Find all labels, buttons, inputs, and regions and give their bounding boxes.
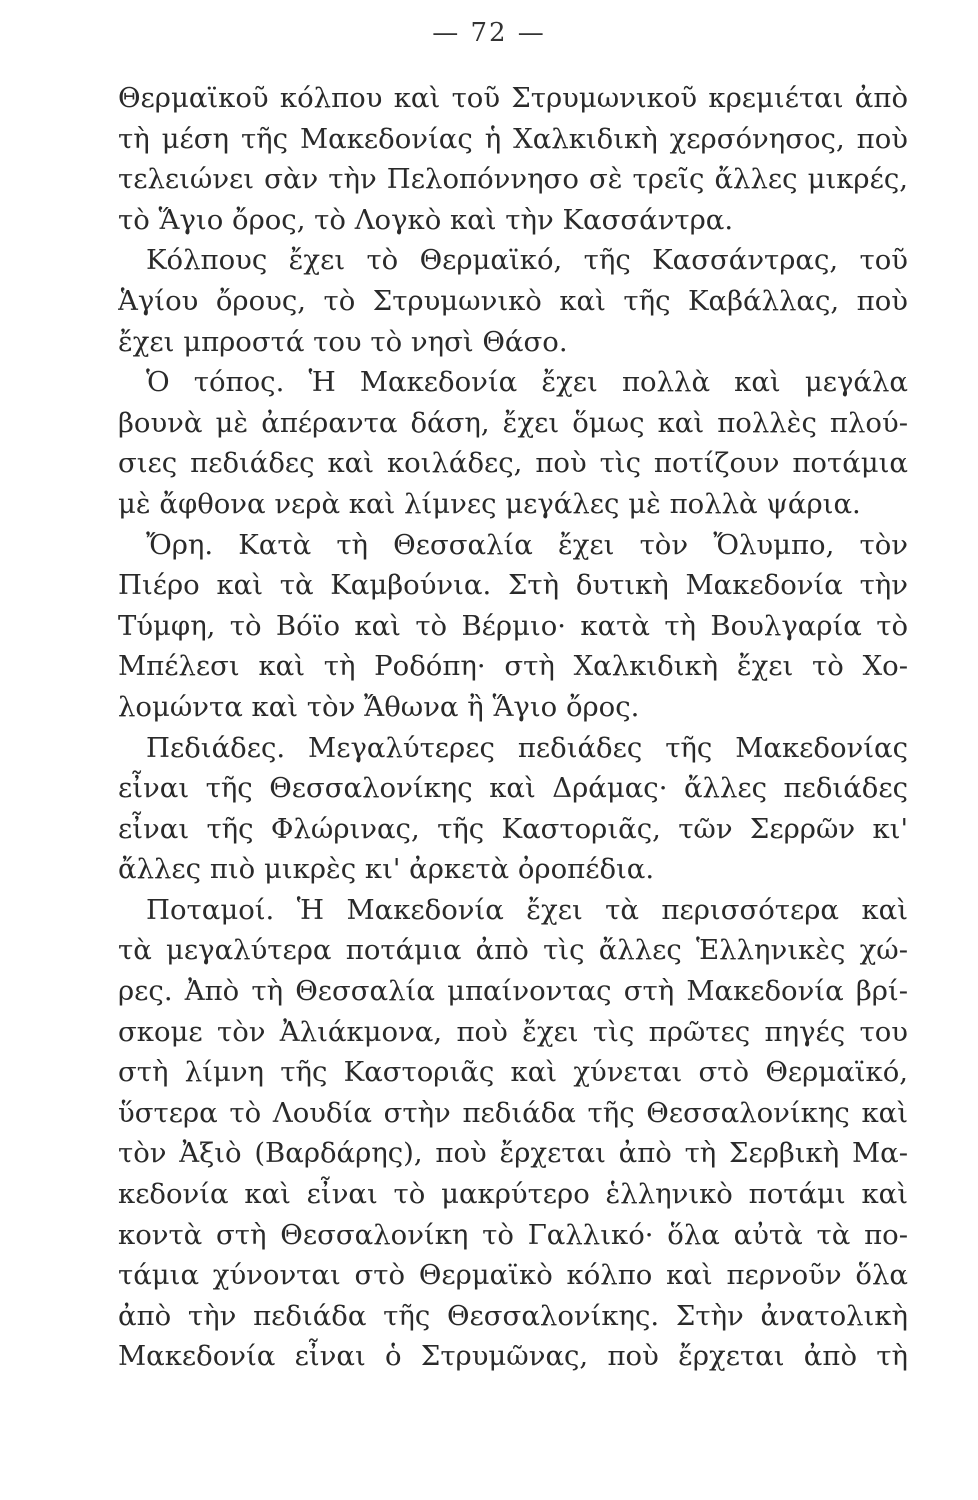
text-line: στὴ λίμνη τῆς Καστοριᾶς καὶ χύνεται στὸ Θερμαϊκό, xyxy=(118,1056,908,1089)
text-line: ἄλλες πιὸ μικρὲς κι' ἀρκετὰ ὀροπέδια. xyxy=(118,853,655,886)
text-line: σιες πεδιάδες καὶ κοιλάδες, ποὺ τὶς ποτίζουν ποτάμια xyxy=(118,447,908,480)
text-line: ἔχει μπροστά του τὸ νησὶ Θάσο. xyxy=(118,325,568,358)
text-line: ρες. Ἀπὸ τὴ Θεσσαλία μπαίνοντας στὴ Μακεδονία βρί- xyxy=(118,975,908,1008)
text-line: μὲ ἄφθονα νερὰ καὶ λίμνες μεγάλες μὲ πολλὰ ψάρια. xyxy=(118,487,861,520)
text-line: Ὁ τόπος. Ἡ Μακεδονία ἔχει πολλὰ καὶ μεγάλα xyxy=(146,366,908,399)
text-line: εἶναι τῆς Φλώρινας, τῆς Καστοριᾶς, τῶν Σερρῶν κι' xyxy=(118,812,908,845)
text-line: τὸ Ἅγιο ὄρος, τὸ Λογκὸ καὶ τὴν Κασσάντρα. xyxy=(118,203,734,236)
page-number: — 72 — xyxy=(432,18,546,48)
text-line: Τύμφη, τὸ Βόϊο καὶ τὸ Βέρμιο· κατὰ τὴ Βουλγαρία τὸ xyxy=(118,609,908,642)
text-line: ὕστερα τὸ Λουδία στὴν πεδιάδα τῆς Θεσσαλονίκης καὶ xyxy=(118,1096,908,1129)
text-line: Μακεδονία εἶναι ὁ Στρυμῶνας, ποὺ ἔρχεται ἀπὸ τὴ xyxy=(118,1340,908,1373)
text-line: Θερμαϊκοῦ κόλπου καὶ τοῦ Στρυμωνικοῦ κρεμιέται ἀπὸ xyxy=(118,82,908,114)
text-line: τὸν Ἀξιὸ (Βαρδάρης), ποὺ ἔρχεται ἀπὸ τὴ Σερβικὴ Μα- xyxy=(118,1137,908,1170)
text-line: Ἁγίου ὄρους, τὸ Στρυμωνικὸ καὶ τῆς Καβάλλας, ποὺ xyxy=(118,284,908,317)
text-line: κοντὰ στὴ Θεσσαλονίκη τὸ Γαλλικό· ὅλα αὐτὰ τὰ πο- xyxy=(118,1218,908,1251)
text-line: εἶναι τῆς Θεσσαλονίκης καὶ Δράμας· ἄλλες πεδιάδες xyxy=(118,772,908,805)
text-line: Ποταμοί. Ἡ Μακεδονία ἔχει τὰ περισσότερα καὶ xyxy=(146,893,908,926)
text-line: τὰ μεγαλύτερα ποτάμια ἀπὸ τὶς ἄλλες Ἑλληνικὲς χώ- xyxy=(118,934,908,967)
text-line: Ὄρη. Κατὰ τὴ Θεσσαλία ἔχει τὸν Ὄλυμπο, τὸν xyxy=(146,528,908,561)
text-line: τελειώνει σὰν τὴν Πελοπόννησο σὲ τρεῖς ἄλλες μικρές, xyxy=(118,163,908,196)
text-line: Μπέλεσι καὶ τὴ Ροδόπη· στὴ Χαλκιδικὴ ἔχει τὸ Χο- xyxy=(118,650,908,683)
text-line: ἀπὸ τὴν πεδιάδα τῆς Θεσσαλονίκης. Στὴν ἀνατολικὴ xyxy=(118,1299,908,1332)
text-line: κεδονία καὶ εἶναι τὸ μακρύτερο ἑλληνικὸ ποτάμι καὶ xyxy=(118,1178,908,1211)
text-line: Πεδιάδες. Μεγαλύτερες πεδιάδες τῆς Μακεδονίας xyxy=(146,731,908,764)
text-line: λομώντα καὶ τὸν Ἄθωνα ἢ Ἅγιο ὄρος. xyxy=(118,690,640,723)
text-line: Κόλπους ἔχει τὸ Θερμαϊκό, τῆς Κασσάντρας, τοῦ xyxy=(146,244,908,277)
text-line: τὴ μέση τῆς Μακεδονίας ἡ Χαλκιδικὴ χερσόνησος, ποὺ xyxy=(118,122,908,155)
text-line: βουνὰ μὲ ἀπέραντα δάση, ἔχει ὅμως καὶ πολλὲς πλού- xyxy=(118,406,908,439)
text-line: σκομε τὸν Ἀλιάκμονα, ποὺ ἔχει τὶς πρῶτες πηγές του xyxy=(118,1015,908,1048)
text-line: τάμια χύνονται στὸ Θερμαϊκὸ κόλπο καὶ περνοῦν ὅλα xyxy=(118,1259,908,1292)
body-text xyxy=(118,78,908,1377)
text-line: Πιέρο καὶ τὰ Καμβούνια. Στὴ δυτικὴ Μακεδονία τὴν xyxy=(118,569,908,602)
